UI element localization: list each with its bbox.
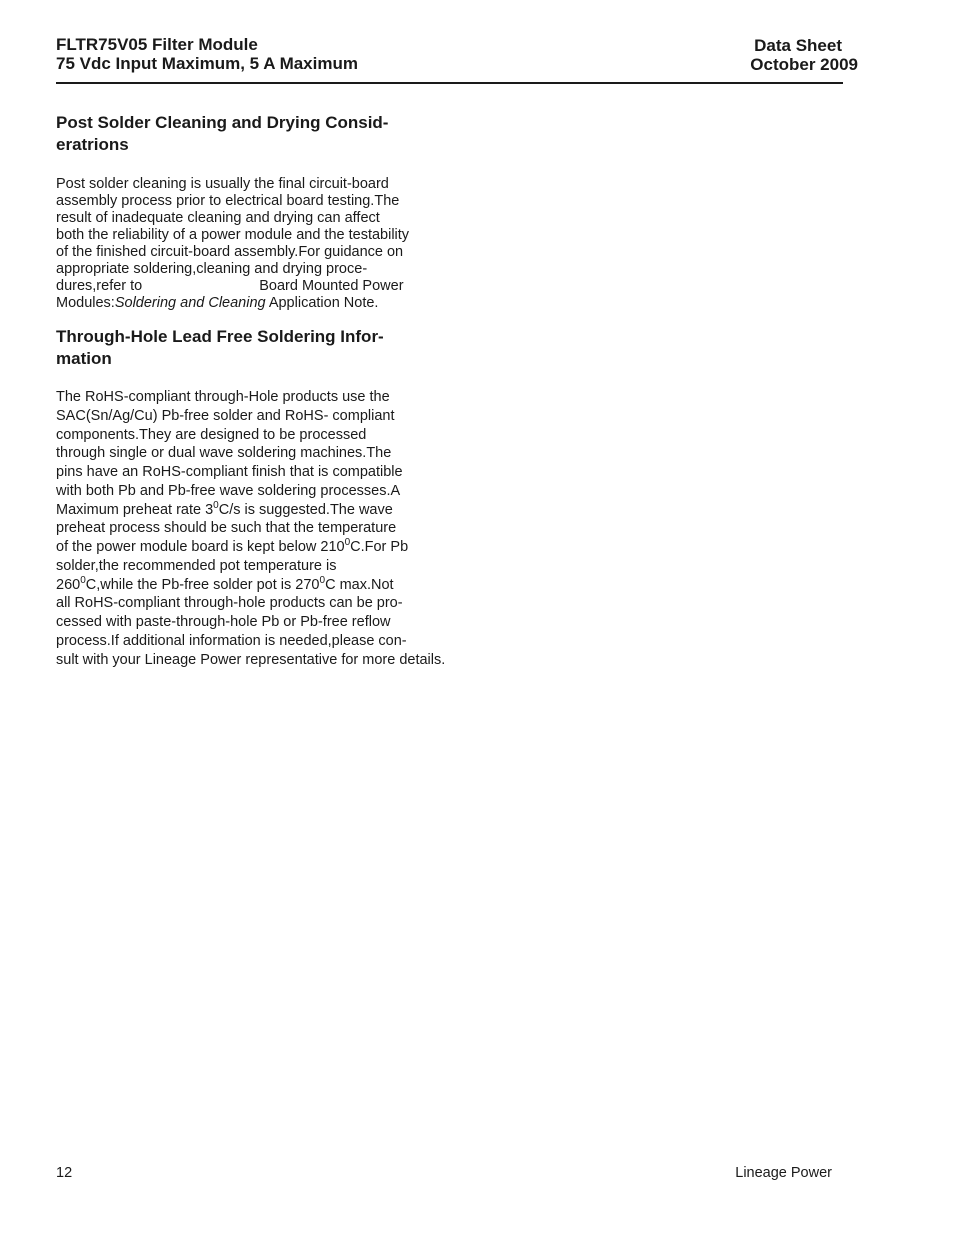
degree-superscript: 0 <box>80 574 86 586</box>
header-divider <box>56 82 843 84</box>
text-line: The RoHS-compliant through-Hole products use the <box>56 389 390 405</box>
text-line <box>56 538 445 557</box>
header-doc-info <box>750 36 858 74</box>
paragraph-cleaning <box>56 176 409 312</box>
document-reference: Board Mounted Power <box>259 278 404 294</box>
text-line <box>56 576 445 595</box>
header-title <box>56 35 358 73</box>
text-line: components.They are designed to be processed <box>56 426 367 443</box>
doc-type: Data Sheet <box>754 36 842 55</box>
text-fragment: Maximum preheat rate 3 <box>56 501 214 518</box>
degree-superscript: 0 <box>319 574 326 586</box>
degree-superscript: 0 <box>344 537 351 548</box>
text-line: assembly process prior to electrical board testing.The <box>56 193 400 209</box>
text-line: solder,the recommended pot temperature is <box>56 557 337 574</box>
text-line: all RoHS-compliant through-hole products can be pro- <box>56 595 403 612</box>
doc-date: October 2009 <box>750 55 858 74</box>
text-line: cessed with paste-through-hole Pb or Pb-free reflow <box>56 614 391 630</box>
text-line: Post solder cleaning is usually the final circuit-board <box>56 176 389 192</box>
text-line: appropriate soldering,cleaning and drying proce- <box>56 261 368 277</box>
section-heading-cleaning <box>56 112 388 156</box>
text-line <box>56 501 445 520</box>
text-line: through single or dual wave soldering machines.The <box>56 445 392 462</box>
text-fragment: C/s is suggested.The wave <box>218 501 393 518</box>
text-line: process.If additional information is needed,please con- <box>56 632 407 649</box>
product-subtitle: 75 Vdc Input Maximum, 5 A Maximum <box>56 54 358 73</box>
text-line: pins have an RoHS-compliant finish that is compatible <box>56 464 403 480</box>
heading-line: Through-Hole Lead Free Soldering Infor- <box>56 327 384 346</box>
text-line <box>56 295 409 312</box>
text-fragment: 260 <box>56 576 81 593</box>
text-line: of the finished circuit-board assembly.For guidance on <box>56 244 404 260</box>
text-fragment: Application Note. <box>265 295 379 311</box>
footer-company: Lineage Power <box>735 1165 832 1181</box>
degree-superscript: 0 <box>213 499 219 511</box>
document-title-italic: Soldering and Cleaning <box>114 295 266 311</box>
heading-line: eratrions <box>56 135 129 154</box>
page-number: 12 <box>56 1165 73 1181</box>
text-fragment: C max.Not <box>325 576 394 593</box>
heading-line: mation <box>56 349 112 368</box>
text-line: both the reliability of a power module and the testability <box>56 227 410 243</box>
text-fragment: C.For Pb <box>350 539 409 555</box>
text-line: sult with your Lineage Power representative for more details. <box>56 651 446 668</box>
text-fragment: dures,refer to <box>56 278 143 294</box>
text-fragment: C,while the Pb-free solder pot is 270 <box>85 576 320 593</box>
text-fragment: of the power module board is kept below 210 <box>56 539 345 555</box>
text-fragment: Modules: <box>56 295 115 311</box>
text-line <box>56 278 409 295</box>
text-line: with both Pb and Pb-free wave soldering processes.A <box>56 482 401 499</box>
paragraph-soldering <box>56 388 445 669</box>
product-title: FLTR75V05 Filter Module <box>56 35 258 54</box>
text-line: SAC(Sn/Ag/Cu) Pb-free solder and RoHS- compliant <box>56 407 395 424</box>
text-line: result of inadequate cleaning and drying can affect <box>56 210 380 226</box>
text-line: preheat process should be such that the temperature <box>56 520 397 537</box>
heading-line: Post Solder Cleaning and Drying Consid- <box>56 113 389 132</box>
section-heading-soldering <box>56 326 384 370</box>
